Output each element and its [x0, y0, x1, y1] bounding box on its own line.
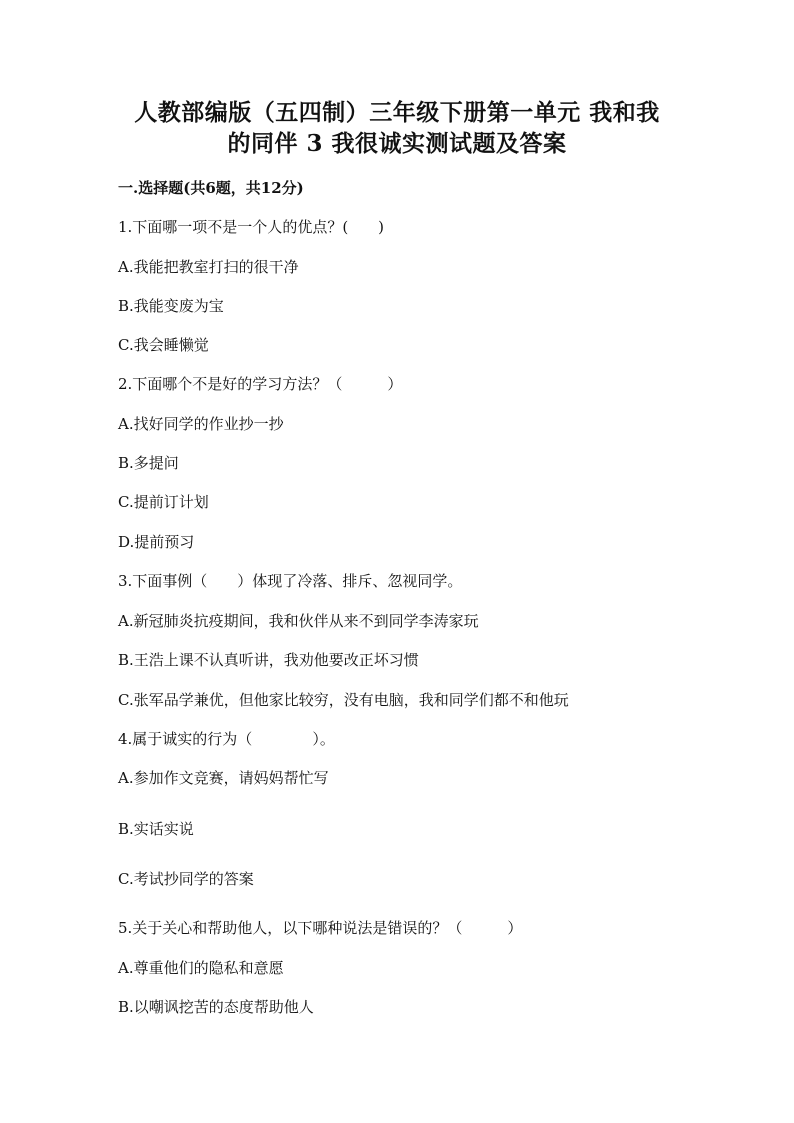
question-3-option-a: A.新冠肺炎抗疫期间，我和伙伴从来不到同学李涛家玩 — [118, 612, 479, 630]
document-title-line-1: 人教部编版（五四制）三年级下册第一单元 我和我 — [134, 99, 660, 126]
question-5-stem: 5.关于关心和帮助他人，以下哪种说法是错误的？（ ） — [118, 919, 523, 937]
question-4-option-a: A.参加作文竞赛，请妈妈帮忙写 — [118, 769, 329, 787]
question-5-option-a: A.尊重他们的隐私和意愿 — [118, 959, 284, 977]
question-4-option-b: B.实话实说 — [118, 820, 194, 838]
question-3-stem: 3.下面事例（ ）体现了冷落、排斥、忽视同学。 — [118, 572, 463, 590]
document-title-line-2: 的同伴 3 我很诚实测试题及答案 — [227, 130, 567, 157]
question-2-option-d: D.提前预习 — [118, 533, 195, 551]
question-4-option-c: C.考试抄同学的答案 — [118, 870, 254, 888]
question-3-option-c: C.张军品学兼优，但他家比较穷，没有电脑，我和同学们都不和他玩 — [118, 691, 569, 709]
question-1-option-c: C.我会睡懒觉 — [118, 336, 209, 354]
question-2-option-b: B.多提问 — [118, 454, 179, 472]
question-1-option-b: B.我能变废为宝 — [118, 297, 224, 315]
question-2-option-c: C.提前订计划 — [118, 493, 209, 511]
question-1-option-a: A.我能把教室打扫的很干净 — [118, 258, 299, 276]
question-2-option-a: A.找好同学的作业抄一抄 — [118, 415, 284, 433]
question-2-stem: 2.下面哪个不是好的学习方法？（ ） — [118, 375, 403, 393]
question-5-option-b: B.以嘲讽挖苦的态度帮助他人 — [118, 998, 314, 1016]
section-heading: 一.选择题(共6题，共12分) — [118, 179, 304, 197]
question-4-stem: 4.属于诚实的行为（ ）。 — [118, 730, 335, 748]
question-1-stem: 1.下面哪一项不是一个人的优点？( ) — [118, 218, 385, 236]
question-3-option-b: B.王浩上课不认真听讲，我劝他要改正坏习惯 — [118, 651, 419, 669]
